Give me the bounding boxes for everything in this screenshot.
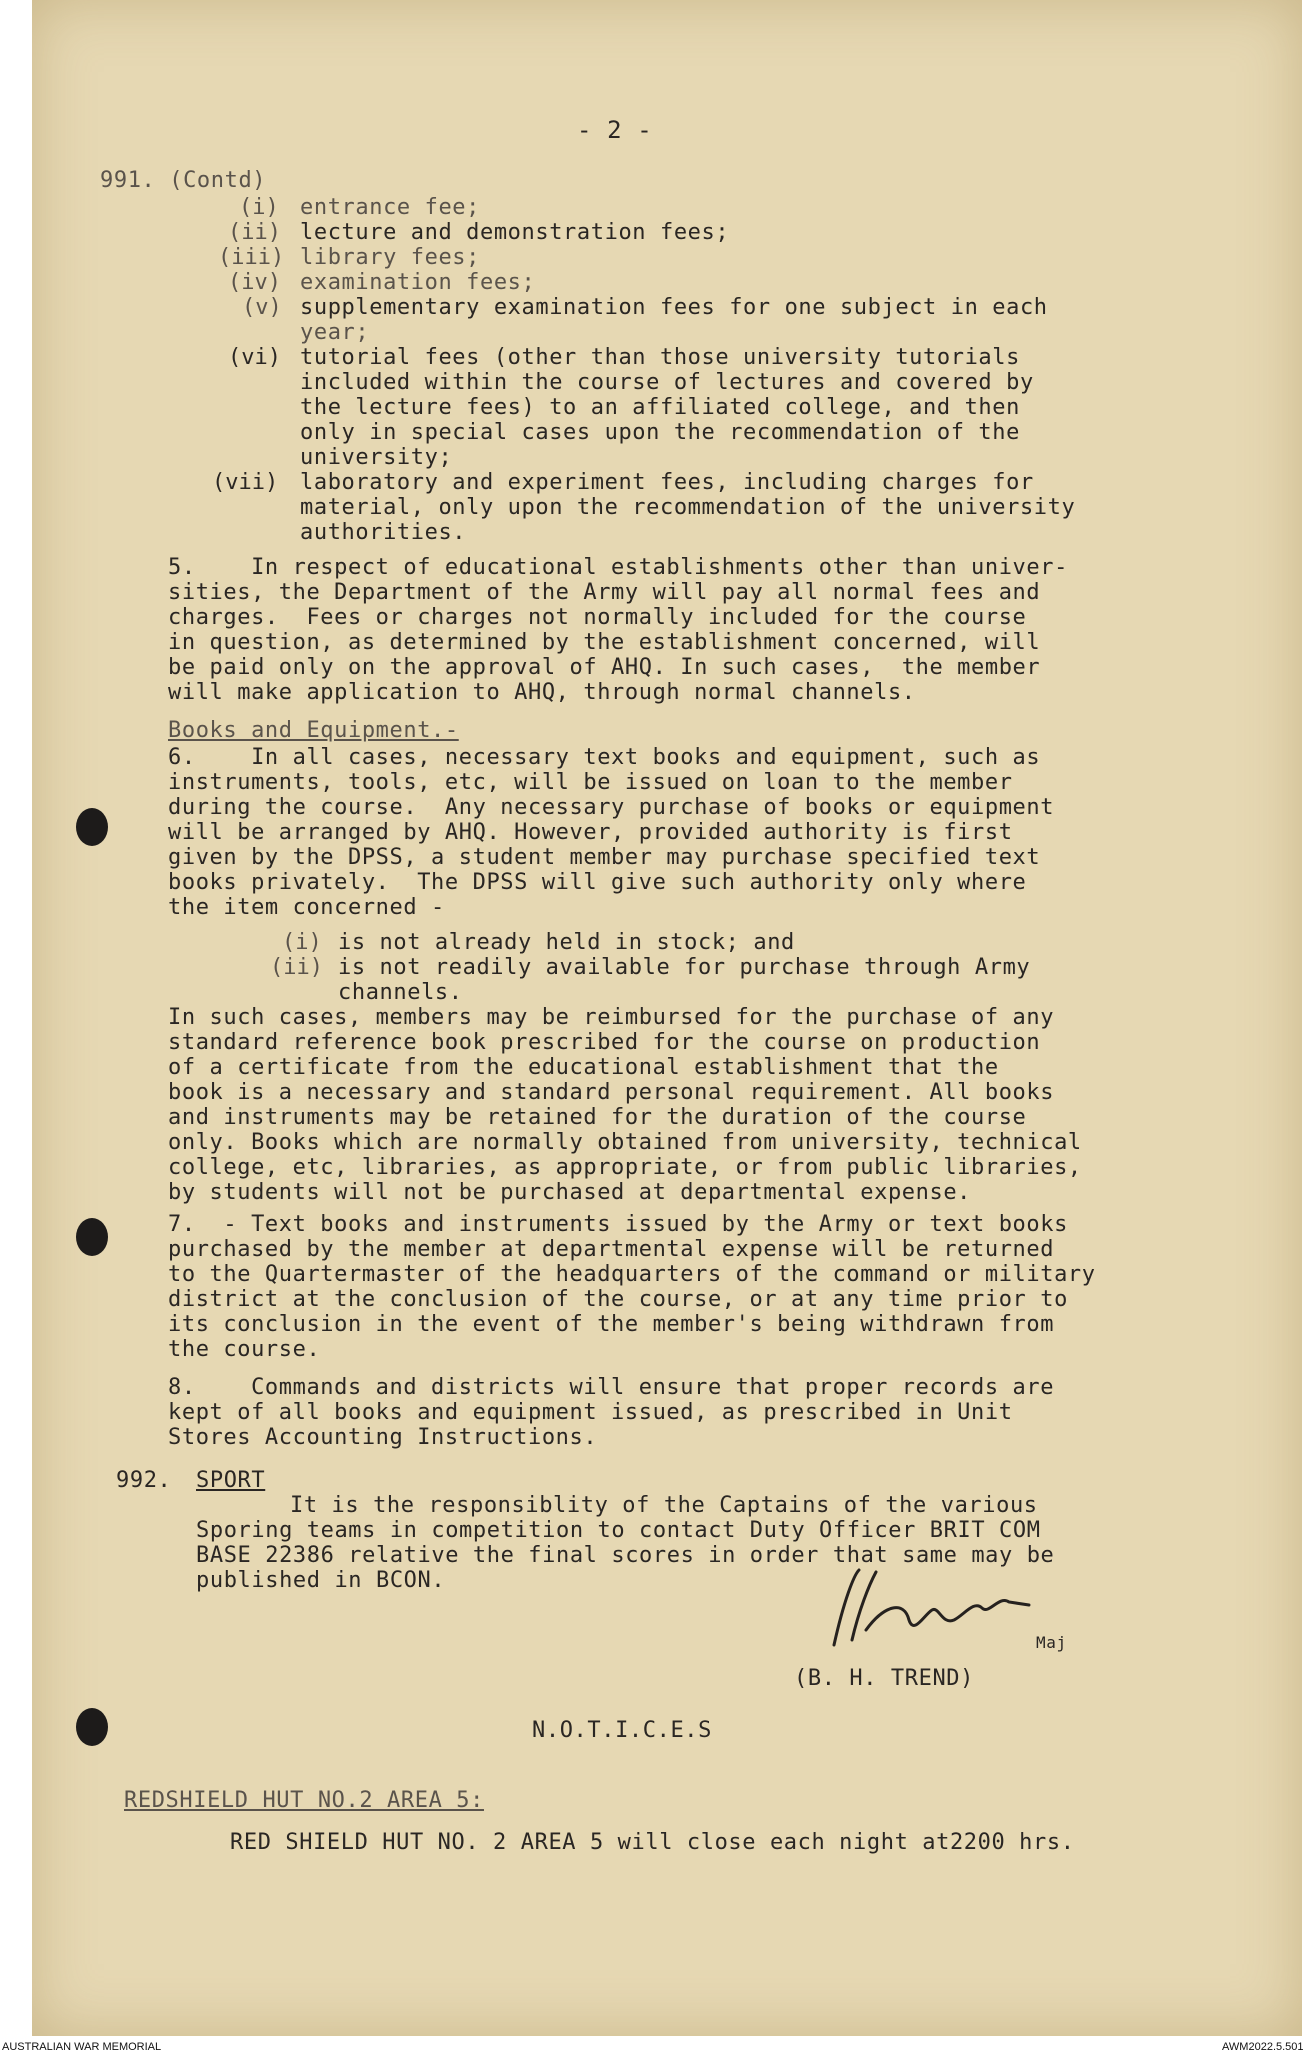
text-line: only. Books which are normally obtained from university, technical xyxy=(168,1130,1082,1155)
para-992-number: 992. xyxy=(116,1468,172,1493)
text-line: in question, as determined by the establishment concerned, will xyxy=(168,630,1041,655)
text-line: during the course. Any necessary purchase of books or equipment xyxy=(168,795,1055,820)
item-text: tutorial fees (other than those university tutorials xyxy=(300,345,1020,370)
text-line: its conclusion in the event of the member's being withdrawn from xyxy=(168,1312,1055,1337)
item-text: is not readily available for purchase through Army xyxy=(338,955,1031,980)
text-line: district at the conclusion of the course, or at any time prior to xyxy=(168,1287,1068,1312)
text-line: 5. In respect of educational establishments other than univer- xyxy=(168,555,1068,580)
item-number: (iii) xyxy=(218,245,285,270)
footer-archive-name: AUSTRALIAN WAR MEMORIAL xyxy=(2,2041,162,2053)
punch-hole-bottom xyxy=(76,1708,108,1746)
item-text: only in special cases upon the recommendation of the xyxy=(300,420,1020,445)
signature-icon xyxy=(814,1560,1054,1655)
books-equipment-heading: Books and Equipment.- xyxy=(168,718,459,743)
text-line: purchased by the member at departmental expense will be returned xyxy=(168,1237,1055,1262)
item-text: lecture and demonstration fees; xyxy=(300,220,730,245)
item-number: (vi) xyxy=(228,345,281,370)
text-line: college, etc, libraries, as appropriate, or from public libraries, xyxy=(168,1155,1082,1180)
text-line: published in BCON. xyxy=(196,1568,446,1593)
text-line: book is a necessary and standard personal requirement. All books xyxy=(168,1080,1055,1105)
item-number: (v) xyxy=(242,295,282,320)
item-text: supplementary examination fees for one subject in each xyxy=(300,295,1048,320)
notice-text: RED SHIELD HUT NO. 2 AREA 5 will close each night at2200 hrs. xyxy=(230,1830,1075,1855)
signature-rank: Maj xyxy=(1036,1633,1067,1652)
document-page xyxy=(32,0,1302,2036)
text-line: It is the responsiblity of the Captains of the various xyxy=(290,1493,1038,1518)
text-line: Stores Accounting Instructions. xyxy=(168,1425,598,1450)
text-line: 7. - Text books and instruments issued by the Army or text books xyxy=(168,1212,1068,1237)
item-text: included within the course of lectures and covered by xyxy=(300,370,1034,395)
item-text: material, only upon the recommendation of the university xyxy=(300,495,1076,520)
text-line: of a certificate from the educational establishment that the xyxy=(168,1055,999,1080)
text-line: Sporing teams in competition to contact Duty Officer BRIT COM xyxy=(196,1518,1041,1543)
para-991-heading: 991. (Contd) xyxy=(100,168,267,193)
text-line: be paid only on the approval of AHQ. In such cases, the member xyxy=(168,655,1041,680)
item-text: channels. xyxy=(338,980,463,1005)
signature-name: (B. H. TREND) xyxy=(794,1666,974,1691)
sport-heading: SPORT xyxy=(196,1468,266,1493)
text-line: BASE 22386 relative the final scores in order that same may be xyxy=(196,1543,1055,1568)
text-line: standard reference book prescribed for the course on production xyxy=(168,1030,1041,1055)
notices-heading: N.O.T.I.C.E.S xyxy=(532,1718,712,1743)
text-line: to the Quartermaster of the headquarters of the command or military xyxy=(168,1262,1096,1287)
item-number: (ii) xyxy=(270,955,323,980)
text-line: books privately. The DPSS will give such authority only where xyxy=(168,870,1027,895)
item-text: university; xyxy=(300,445,453,470)
text-line: and instruments may be retained for the duration of the course xyxy=(168,1105,1027,1130)
punch-hole-middle xyxy=(76,1218,108,1256)
signature-block xyxy=(764,1560,1104,1700)
footer-reference: AWM2022.5.501 xyxy=(1222,2041,1304,2053)
text-line: 8. Commands and districts will ensure that proper records are xyxy=(168,1375,1055,1400)
item-text: year; xyxy=(300,320,370,345)
page-number: - 2 - xyxy=(577,116,653,144)
item-number: (vii) xyxy=(212,470,279,495)
text-line: will be arranged by AHQ. However, provided authority is first xyxy=(168,820,1013,845)
text-line: the item concerned - xyxy=(168,895,445,920)
item-text: examination fees; xyxy=(300,270,536,295)
item-text: laboratory and experiment fees, including charges for xyxy=(300,470,1034,495)
text-line: given by the DPSS, a student member may purchase specified text xyxy=(168,845,1041,870)
notice-subheading: REDSHIELD HUT NO.2 AREA 5: xyxy=(124,1788,484,1813)
text-line: sities, the Department of the Army will pay all normal fees and xyxy=(168,580,1041,605)
item-number: (ii) xyxy=(228,220,281,245)
text-line: instruments, tools, etc, will be issued on loan to the member xyxy=(168,770,1013,795)
text-line: by students will not be purchased at departmental expense. xyxy=(168,1180,972,1205)
item-text: authorities. xyxy=(300,520,467,545)
text-line: kept of all books and equipment issued, as prescribed in Unit xyxy=(168,1400,1013,1425)
punch-hole-top xyxy=(76,808,108,846)
text-line: In such cases, members may be reimbursed for the purchase of any xyxy=(168,1005,1055,1030)
item-text: is not already held in stock; and xyxy=(338,930,795,955)
text-line: will make application to AHQ, through normal channels. xyxy=(168,680,916,705)
item-number: (i) xyxy=(282,930,322,955)
text-line: charges. Fees or charges not normally included for the course xyxy=(168,605,1027,630)
item-text: library fees; xyxy=(300,245,480,270)
item-number: (i) xyxy=(239,195,279,220)
item-text: the lecture fees) to an affiliated college, and then xyxy=(300,395,1020,420)
text-line: 6. In all cases, necessary text books and equipment, such as xyxy=(168,745,1041,770)
item-text: entrance fee; xyxy=(300,195,480,220)
text-line: the course. xyxy=(168,1337,321,1362)
item-number: (iv) xyxy=(228,270,281,295)
